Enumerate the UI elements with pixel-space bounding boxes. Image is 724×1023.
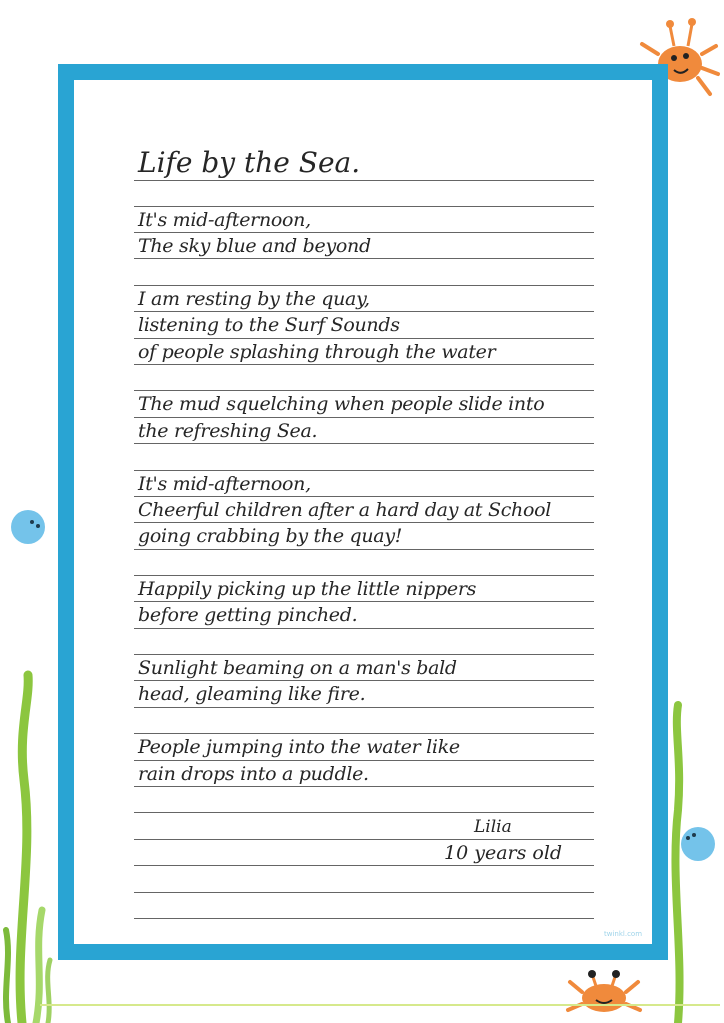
poem-line: before getting pinched. — [138, 604, 358, 626]
ruled-line — [134, 575, 594, 576]
author-age: 10 years old — [444, 842, 563, 864]
poem-line: I am resting by the quay, — [138, 288, 370, 310]
poem-line: Happily picking up the little nippers — [138, 578, 477, 600]
ruled-line — [134, 865, 594, 866]
poem-line: People jumping into the water like — [138, 736, 460, 758]
ruled-line — [134, 654, 594, 655]
poem-title: Life by the Sea. — [138, 146, 361, 179]
poem-line: of people splashing through the water — [138, 341, 496, 363]
ruled-line — [134, 232, 594, 233]
ruled-line — [134, 549, 594, 550]
poem-line: It's mid-afternoon, — [138, 473, 311, 495]
ruled-line — [134, 417, 594, 418]
ruled-line — [134, 443, 594, 444]
ruled-line — [134, 733, 594, 734]
seabed-line — [40, 1004, 720, 1006]
poem-line: The sky blue and beyond — [138, 235, 371, 257]
watermark: twinkl.com — [604, 930, 643, 938]
crab-bottom-illustration — [566, 968, 642, 1018]
poem-line: Sunlight beaming on a man's bald — [138, 657, 457, 679]
poem-line: rain drops into a puddle. — [138, 763, 369, 785]
ruled-line — [134, 364, 594, 365]
ruled-line — [134, 258, 594, 259]
ruled-line — [134, 180, 594, 181]
ruled-line — [134, 470, 594, 471]
poem-sheet — [74, 80, 652, 944]
ruled-line — [134, 760, 594, 761]
poem-line: going crabbing by the quay! — [138, 525, 403, 547]
ruled-line — [134, 311, 594, 312]
poem-line: It's mid-afternoon, — [138, 209, 311, 231]
poem-line: head, gleaming like fire. — [138, 683, 366, 705]
ruled-line — [134, 628, 594, 629]
poem-line: Cheerful children after a hard day at School — [138, 499, 552, 521]
bubble-right-illustration — [678, 824, 718, 864]
ruled-line — [134, 601, 594, 602]
ruled-line — [134, 839, 594, 840]
ruled-line — [134, 206, 594, 207]
ruled-line — [134, 918, 594, 919]
ruled-line — [134, 680, 594, 681]
poem-line: listening to the Surf Sounds — [138, 314, 400, 336]
poem-line: the refreshing Sea. — [138, 420, 318, 442]
ruled-line — [134, 390, 594, 391]
ruled-line — [134, 285, 594, 286]
ruled-line — [134, 812, 594, 813]
ruled-line — [134, 338, 594, 339]
ruled-line — [134, 707, 594, 708]
ruled-line — [134, 522, 594, 523]
seaweed-left-illustration — [0, 660, 60, 1023]
ruled-line — [134, 892, 594, 893]
bubble-left-illustration — [8, 507, 48, 547]
ruled-line — [134, 786, 594, 787]
poem-line: The mud squelching when people slide into — [138, 393, 545, 415]
ruled-line — [134, 496, 594, 497]
author-signature: Lilia — [474, 817, 512, 837]
